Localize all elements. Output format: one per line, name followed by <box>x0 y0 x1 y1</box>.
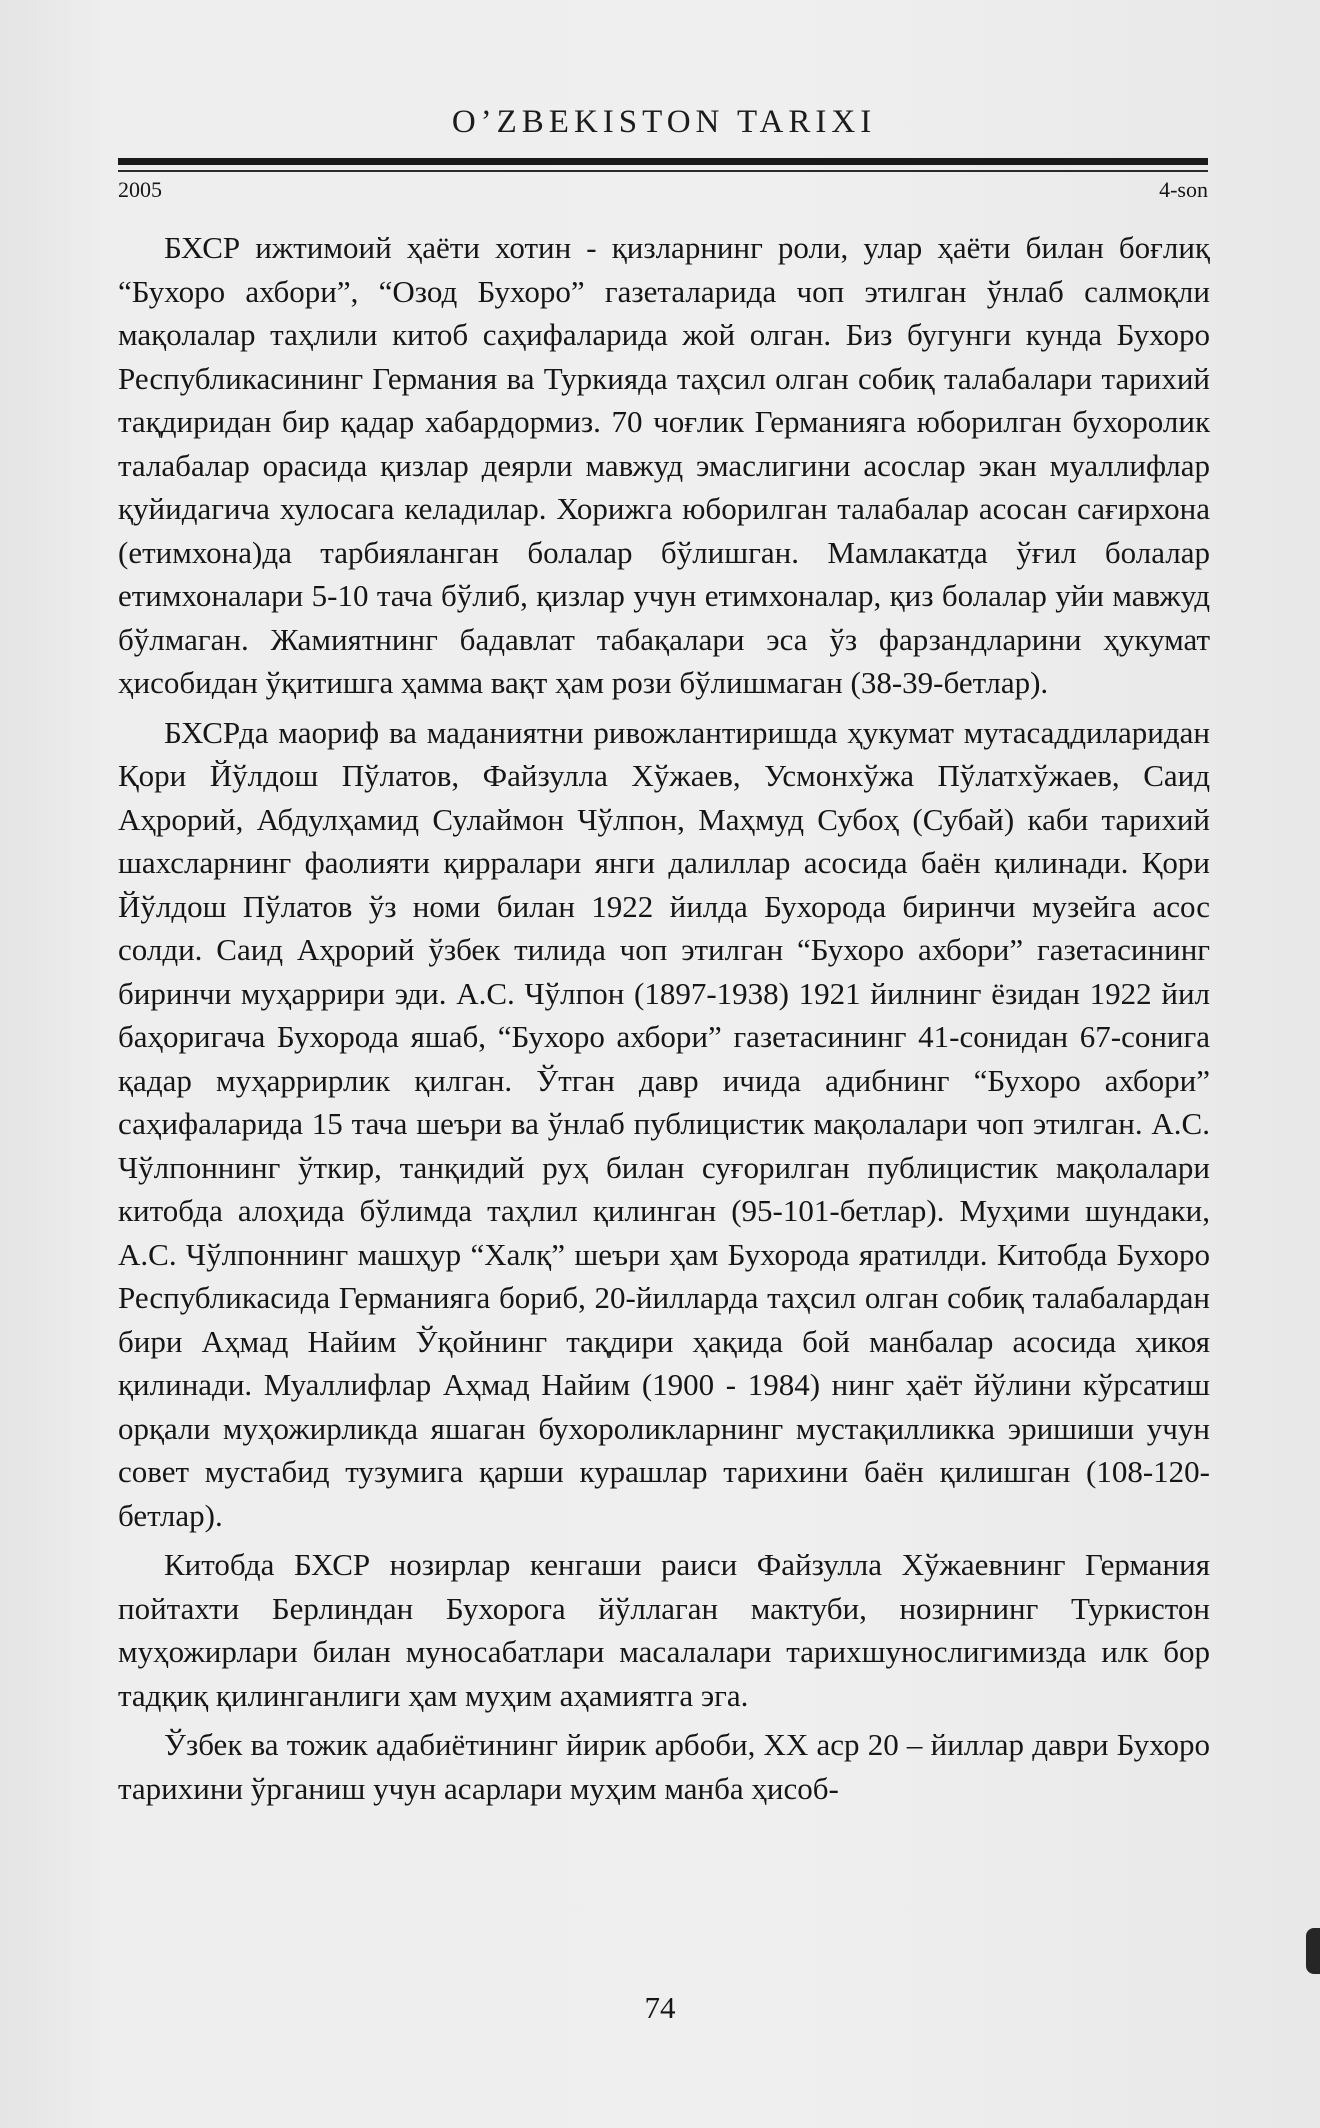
journal-title: O’ZBEKISTON TARIXI <box>451 104 877 140</box>
page-number: 74 <box>644 1990 676 2025</box>
paragraph: Ўзбек ва тожик адабиётининг йирик арбоби, XX аср 20 – йиллар даври Бухоро тарихини ўрганиш учун асарлари муҳим манба ҳисоб- <box>118 1727 1210 1806</box>
issue-year: 2005 <box>118 177 162 202</box>
paragraph: БХСРда маориф ва маданиятни ривожлантиришда ҳукумат мутасаддиларидан Қори Йўлдош Пўлатов, Файзулла Хўжаев, Усмонхўжа Пўлатхўжаев, Саид Аҳрорий, Абдулҳамид Сулаймон Чўлпон, Маҳмуд Субоҳ (Субай) каби тарихий шахсларнинг фаолияти қирралари янги далиллар асосида баён қилинади. Қори Йўлдош Пўлатов ўз номи билан 1922 йилда Бухорода биринчи музейга асос солди. Саид Аҳрорий ўзбек тилида чоп этилган “Бухоро ахбори” газетасининг биринчи муҳаррири эди. А.С. Чўлпон (1897-1938) 1921 йилнинг ёзидан 1922 йил баҳоригача Бухорода яшаб, “Бухоро ахбори” газетасининг 41-сонидан 67-сонига қадар муҳаррирлик қилган. Ўтган давр ичида адибнинг “Бухоро ахбори” саҳифаларида 15 тача шеъри ва ўнлаб публицистик мақолалари чоп этилган. А.С. Чўлпоннинг ўткир, танқидий руҳ билан суғорилган публицистик мақолалари китобда алоҳида бўлимда таҳлил қилинган (95-101-бетлар). Муҳими шундаки, А.С. Чўлпоннинг машҳур “Халқ” шеъри ҳам Бухорода яратилди. Китобда Бухоро Республикасида Германияга бориб, 20-йилларда таҳсил олган собиқ талабалардан бири Аҳмад Найим Ўқойнинг тақдири ҳақида бой манбалар асосида ҳикоя қилинади. Муаллифлар Аҳмад Найим (1900 - 1984) нинг ҳаёт йўлини кўрсатиш орқали муҳожирликда яшаган бухороликларнинг мустақилликка эришиши учун совет мустабид тузумига қарши курашлар тарихини баён қилишган (108-120-бетлар). <box>118 714 1210 1533</box>
issue-number: 4-son <box>1159 177 1208 202</box>
paragraph: БХСР ижтимоий ҳаёти хотин - қизларнинг роли, улар ҳаёти билан боғлиқ “Бухоро ахбори”, “Озод Бухоро” газеталарида чоп этилган ўнлаб салмоқли мақолалар таҳлили китоб саҳифаларида жой олган. Биз бугунги кунда Бухоро Республикасининг Германия ва Туркияда таҳсил олган собиқ талабалари тарихий тақдиридан бир қадар хабардормиз. 70 чоғлик Германияга юборилган бухоролик талабалар орасида қизлар деярли мавжуд эмаслигини асослар экан муаллифлар қуйидагича хулосага келадилар. Хорижга юборилган талабалар асосан сағирхона (етимхона)да тарбияланган болалар бўлишган. Мамлакатда ўғил болалар етимхоналари 5-10 тача бўлиб, қизлар учун етимхоналар, қиз болалар уйи мавжуд бўлмаган. Жамиятнинг бадавлат табақалари эса ўз фарзандларини ҳукумат ҳисобидан ўқитишга ҳамма вақт ҳам рози бўлишмаган (38-39-бетлар). <box>118 230 1210 700</box>
paragraph: Китобда БХСР нозирлар кенгаши раиси Файзулла Хўжаевнинг Германия пойтахти Берлиндан Бухорога йўллаган мактуби, нозирнинг Туркистон муҳожирлари билан муносабатлари масалалари тарихшунослигимизда илк бор тадқиқ қилинганлиги ҳам муҳим аҳамиятга эга. <box>118 1547 1210 1713</box>
article-body <box>118 226 1210 1816</box>
scan-edge-mark <box>1306 1928 1320 1974</box>
header-rule-thin <box>118 170 1208 172</box>
header-rule-thick <box>118 158 1208 165</box>
